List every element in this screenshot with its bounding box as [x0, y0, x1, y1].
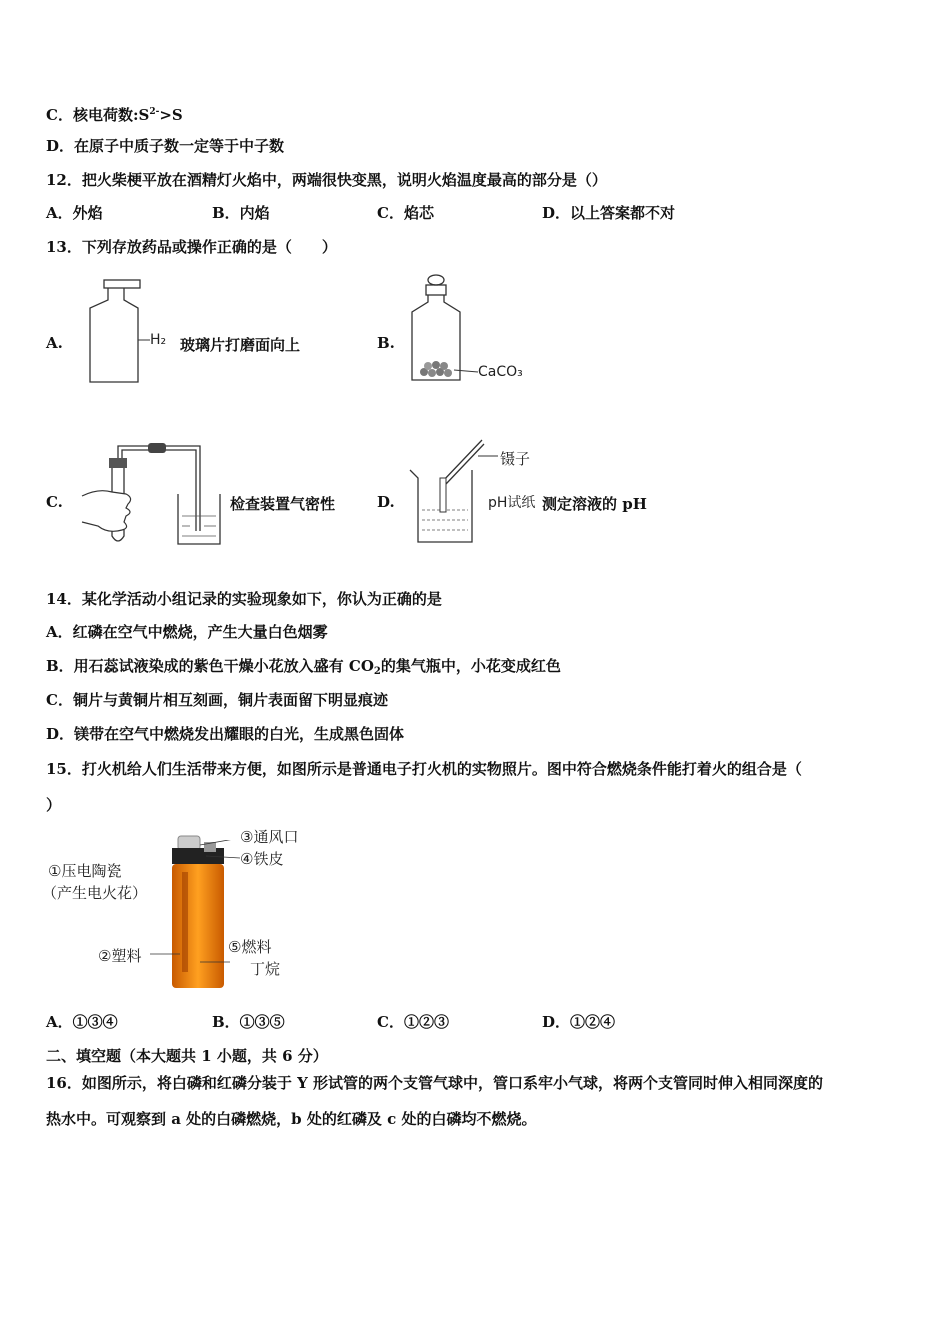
q15-option-b: B．①③⑤: [212, 1013, 285, 1031]
lighter-label-piezo-note: （产生电火花）: [42, 884, 148, 902]
ph-paper-label: pH试纸: [488, 495, 536, 511]
q14-option-d: D．镁带在空气中燃烧发出耀眼的白光，生成黑色固体: [46, 725, 405, 743]
caco3-label: CaCO₃: [478, 364, 523, 380]
q16-line-1: 16．如图所示，将白磷和红磷分装于 Y 形试管的两个支管气球中，管口系牢小气球，将两个支管同时伸入相同深度的: [46, 1074, 824, 1092]
q14-option-c: C．铜片与黄铜片相互刻画，铜片表面留下明显痕迹: [46, 691, 388, 709]
lighter-label-fuel: ⑤燃料: [228, 938, 272, 956]
q16-line-2: 热水中。可观察到 a 处的白磷燃烧，b 处的红磷及 c 处的白磷均不燃烧。: [46, 1110, 537, 1128]
h2-label: H₂: [150, 332, 167, 348]
lighter-label-plastic: ②塑料: [98, 947, 142, 965]
airtightness-check-illustration: [78, 436, 228, 552]
lighter-label-butane: 丁烷: [250, 960, 281, 978]
q12-option-b: B．内焰: [212, 204, 270, 222]
q13-option-c-letter: C.: [46, 493, 63, 511]
q13-option-d-letter: D.: [377, 493, 395, 511]
q12-option-c: C．焰芯: [377, 204, 434, 222]
lighter-label-piezo: ①压电陶瓷: [48, 862, 122, 880]
q14-option-b: B．用石蕊试液染成的紫色干燥小花放入盛有 $CO_2$的集气瓶中，小花变成红色: [46, 657, 561, 677]
q12-option-d: D．以上答案都不对: [542, 204, 676, 222]
section-2-title: 二、填空题（本大题共 1 小题，共 6 分）: [46, 1047, 328, 1065]
q15-stem: 15．打火机给人们生活带来方便，如图所示是普通电子打火机的实物照片。图中符合燃烧条件能打着火的组合是（: [46, 760, 802, 778]
lighter-leader-lines: [150, 840, 250, 970]
tweezers-label: 镊子: [500, 450, 531, 468]
q12-option-a: A．外焰: [46, 204, 103, 222]
q13-option-d-caption: 测定溶液的 pH: [542, 495, 647, 513]
q13-option-a-letter: A.: [46, 334, 63, 352]
q15-option-d: D．①②④: [542, 1013, 616, 1031]
q15-option-a: A．①③④: [46, 1013, 118, 1031]
q13-stem: 13．下列存放药品或操作正确的是（ ）: [46, 238, 337, 256]
q15-option-c: C．①②③: [377, 1013, 449, 1031]
lighter-label-vent: ③通风口: [240, 828, 299, 846]
q15-stem-end: ）: [46, 796, 62, 814]
lighter-label-iron: ④铁皮: [240, 850, 284, 868]
q11-option-d: D．在原子中质子数一定等于中子数: [46, 137, 285, 155]
reagent-bottle-illustration: [406, 272, 486, 387]
q13-option-c-caption: 检查装置气密性: [230, 495, 336, 513]
q11-option-c: C．核电荷数$:S^{2-}>S$: [46, 106, 183, 124]
q14-stem: 14．某化学活动小组记录的实验现象如下，你认为正确的是: [46, 590, 442, 608]
q13-option-b-letter: B.: [377, 334, 395, 352]
q14-option-a: A．红磷在空气中燃烧，产生大量白色烟雾: [46, 623, 328, 641]
q13-option-a-caption: 玻璃片打磨面向上: [180, 336, 301, 354]
q12-stem: 12．把火柴梗平放在酒精灯火焰中，两端很快变黑，说明火焰温度最高的部分是（）: [46, 171, 607, 189]
